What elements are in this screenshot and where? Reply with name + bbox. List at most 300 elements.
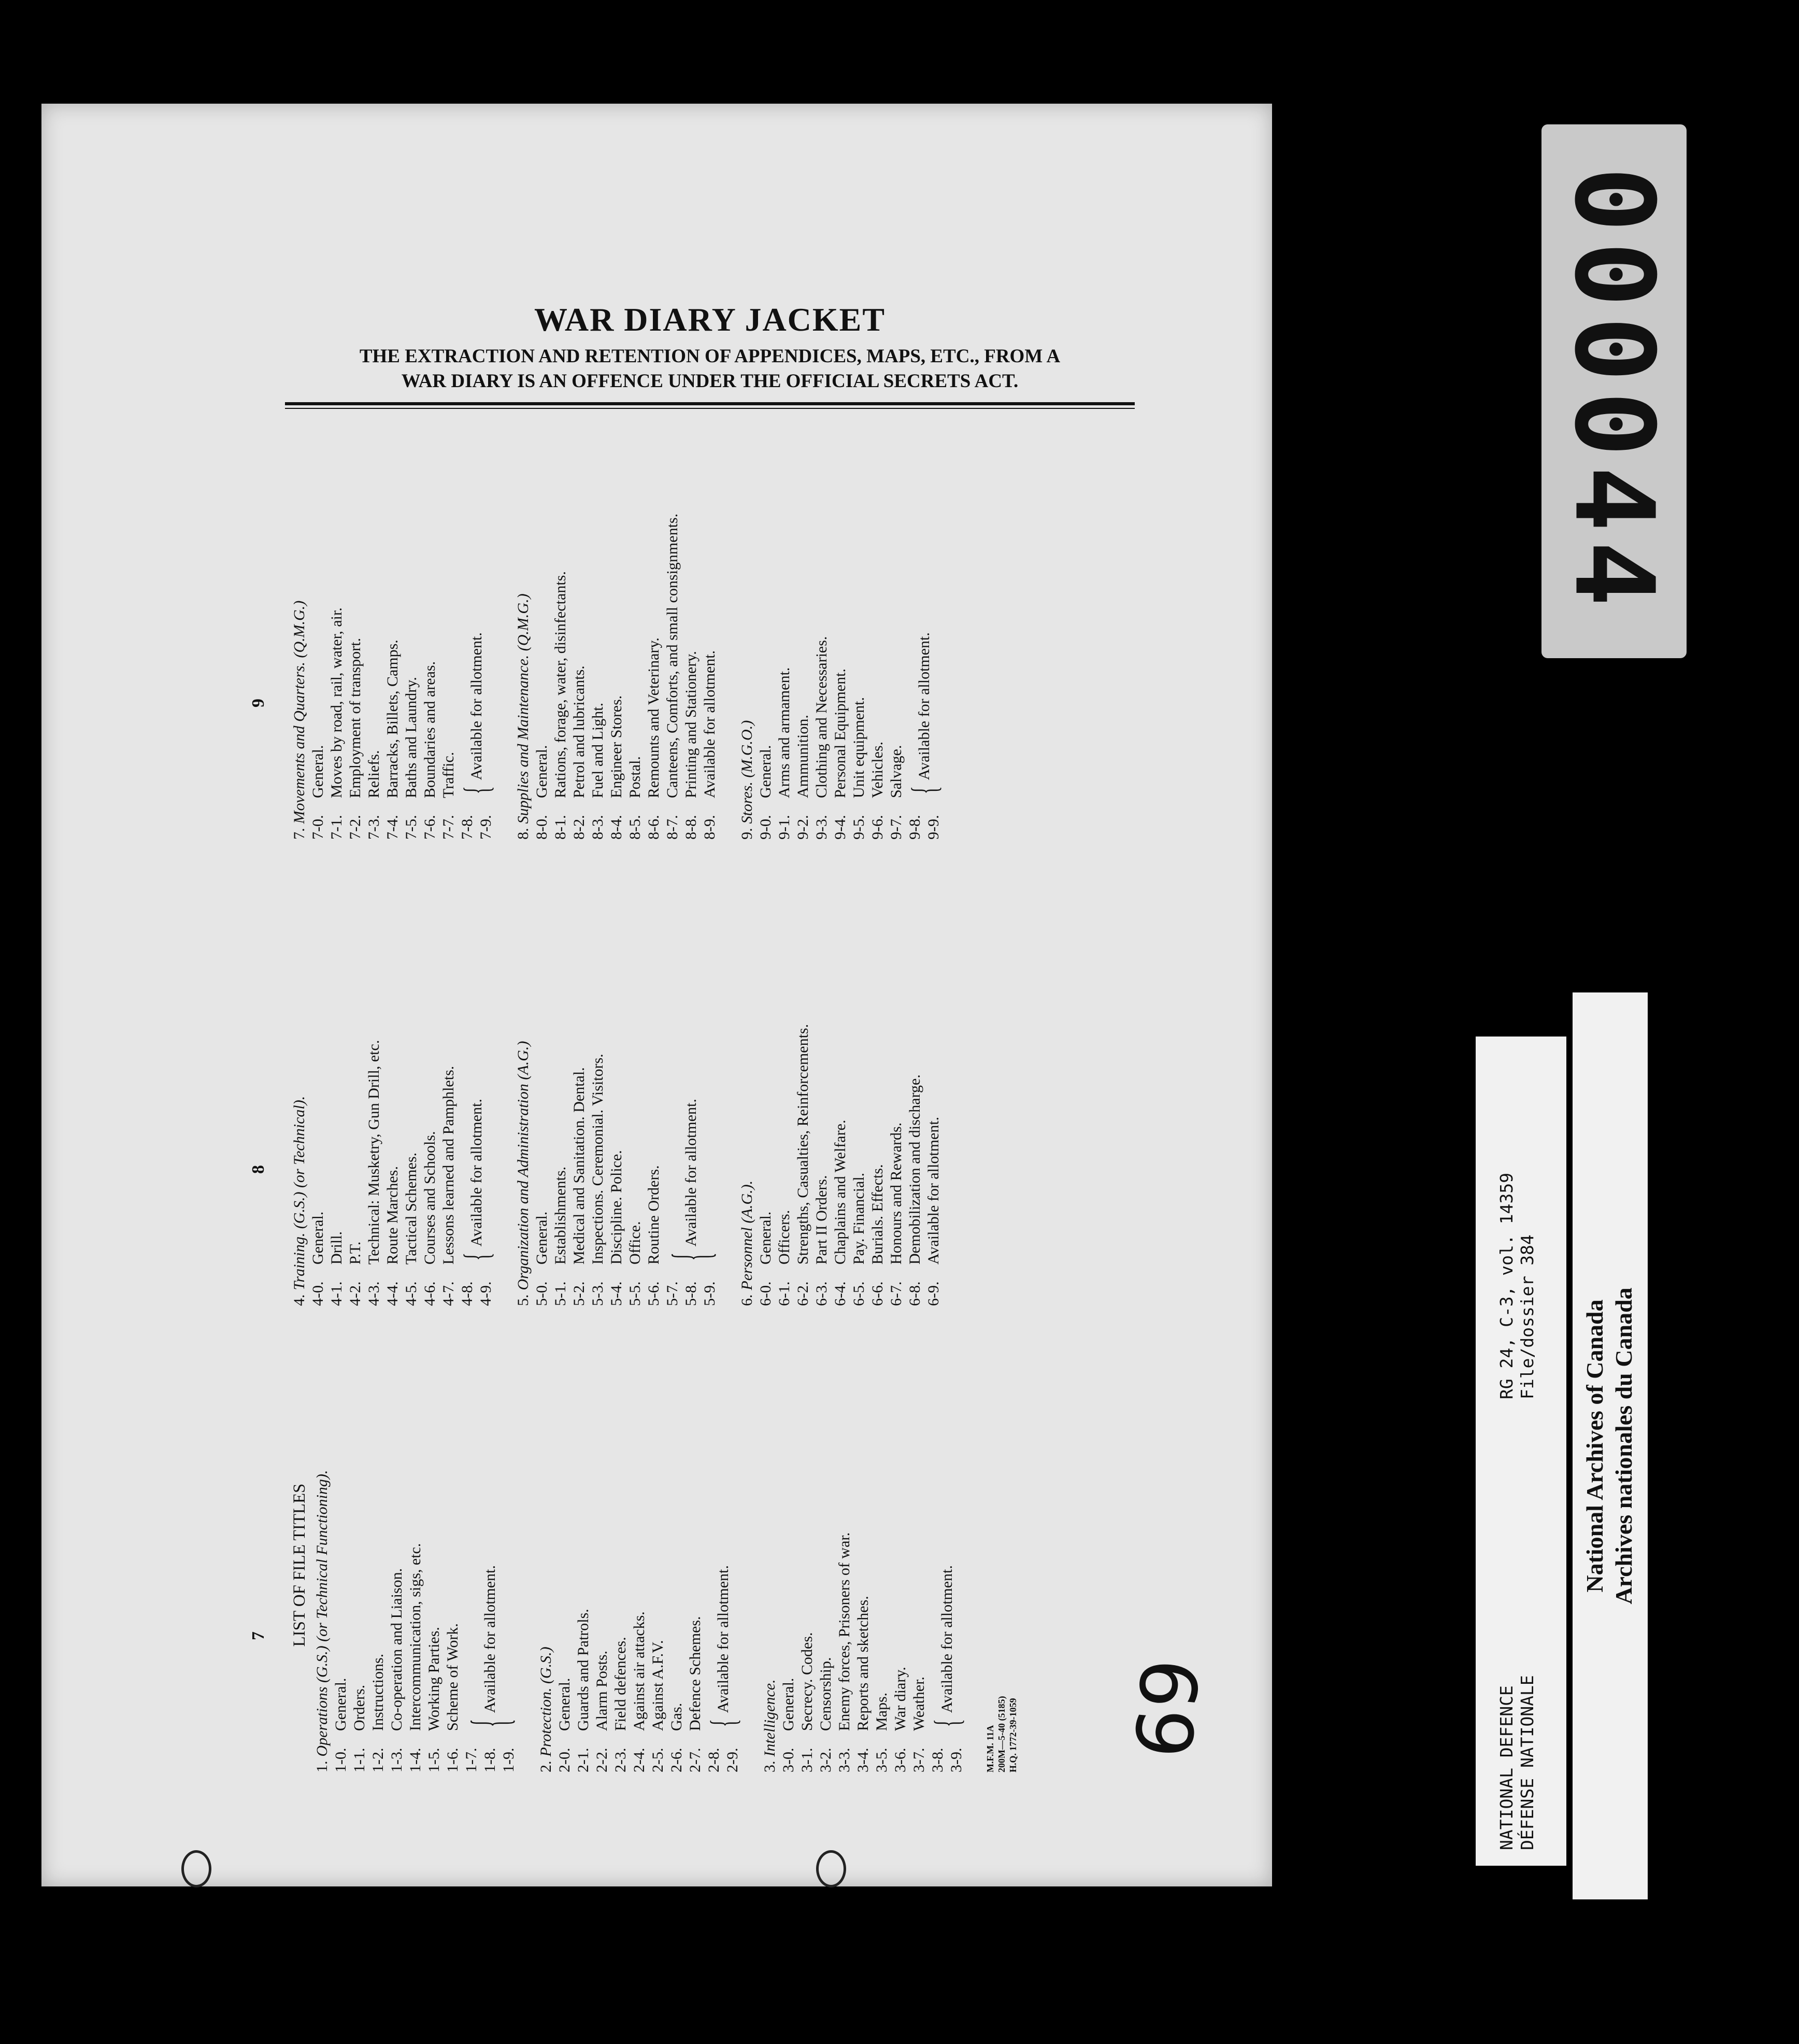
file-code: 2-4. [631,1748,648,1772]
section-title [738,891,756,1306]
file-code: 6-5. [850,1281,867,1306]
file-code: 6-4. [832,1281,849,1306]
file-label: Routine Orders. [645,1165,662,1265]
file-code: 2-0. [556,1748,573,1772]
file-title-item [835,1358,854,1772]
file-code: 7-7. [440,815,457,840]
file-label: General. [556,1678,573,1731]
file-title-item [346,891,365,1306]
file-code: 2-9. [724,1748,741,1772]
file-title-item [775,891,794,1306]
page-number-8: 8 [249,1165,268,1174]
frame-counter [1541,124,1687,658]
section-number: 8. [515,828,532,840]
file-label: Pay. Financial. [850,1172,867,1265]
file-label: Available for allotment. [925,1116,942,1265]
file-code: 1-8. [481,1748,498,1772]
file-label: Traffic. [440,751,457,798]
section-title [290,891,309,1306]
file-code: 8-1. [552,815,569,840]
file-title-item [756,425,775,840]
file-code: 5-9. [701,1281,718,1306]
file-code: 6-6. [869,1281,886,1306]
file-label: General. [533,745,550,798]
file-label: Clothing and Necessaries. [813,636,830,798]
header-rule-thin [285,408,1135,409]
file-title-item [350,1358,369,1772]
available-group [663,891,719,1306]
file-title-item [551,425,570,840]
national-defence-label [1476,1037,1566,1866]
file-code: 6-8. [906,1281,923,1306]
file-label: Honours and Rewards. [888,1122,905,1265]
file-code: 3-7. [910,1748,927,1772]
file-title-item [868,425,887,840]
file-title-item [383,425,402,840]
file-title-item [682,425,701,840]
file-code: 5-4. [608,1281,625,1306]
file-code: 6-0. [757,1281,774,1306]
file-label: Ammunition. [794,715,811,798]
file-label: Secrecy. Codes. [798,1632,816,1731]
warning-line-2: WAR DIARY IS AN OFFENCE UNDER THE OFFICIAL SECRETS ACT. [401,371,1019,392]
available-group [906,425,943,840]
file-title-item [779,1358,798,1772]
file-label: Vehicles. [869,741,886,798]
file-code: 3-5. [873,1748,890,1772]
punch-hole [816,1850,846,1887]
file-label: Establishments. [552,1166,569,1265]
file-label: Salvage. [888,745,905,798]
file-title-item [402,891,421,1306]
file-label: Against A.F.V. [649,1640,666,1731]
available-group [926,1358,967,1772]
file-code: 7-0. [309,815,326,840]
file-label: Orders. [351,1684,368,1731]
file-code: 9-9. [925,815,942,840]
file-code: 4-9. [477,1281,494,1306]
file-code: 2-2. [593,1748,610,1772]
section-number: 9. [738,828,755,840]
file-label: Canteens, Comforts, and small consignments. [664,513,681,798]
file-title-item [365,891,383,1306]
file-code: 3-6. [892,1748,909,1772]
file-code: 5-1. [552,1281,569,1306]
column-1 [290,1358,1019,1772]
file-label: Instructions. [369,1653,387,1731]
file-code: 4-1. [328,1281,345,1306]
file-label: Personal Equipment. [832,669,849,798]
file-title-item [645,425,663,840]
file-label: Employment of transport. [347,637,364,798]
file-title-item [887,425,906,840]
file-code: 7-6. [421,815,438,840]
section-number: 4. [291,1294,308,1306]
file-title-item [369,1358,388,1772]
file-code: 8-4. [608,815,625,840]
header-rule-thick [285,402,1135,405]
file-code: 7-2. [347,815,364,840]
file-label: Alarm Posts. [593,1650,610,1731]
file-code: 9-7. [888,815,905,840]
file-label: Fuel and Light. [589,702,606,798]
file-label: Tactical Schemes. [403,1152,420,1265]
file-title-item [444,1358,462,1772]
file-code: 6-1. [776,1281,793,1306]
page-header [285,301,1135,409]
file-title-item [327,891,346,1306]
file-code: 3-3. [836,1748,853,1772]
file-label: Boundaries and areas. [421,661,438,798]
file-title-item [854,1358,873,1772]
file-code: 3-0. [780,1748,797,1772]
available-group [705,1358,742,1772]
file-label: Officers. [776,1210,793,1265]
file-title-item [533,891,551,1306]
file-label: Chaplains and Welfare. [832,1119,849,1265]
available-label: Available for allotment. [938,1565,955,1713]
file-label: Reliefs. [365,750,382,798]
frame-counter-digits: 000044 [1550,166,1678,616]
file-label: P.T. [347,1241,364,1265]
file-title-item [667,1358,686,1772]
file-label: Enemy forces, Prisoners of war. [836,1532,853,1731]
file-title-item [421,891,439,1306]
file-title-item [756,891,775,1306]
file-code: 7-3. [365,815,382,840]
file-label: General. [757,745,774,798]
file-title-item [611,1358,630,1772]
file-code: 7-5. [403,815,420,840]
file-code: 4-2. [347,1281,364,1306]
file-label: Working Parties. [425,1627,442,1731]
file-title-item [645,891,663,1306]
page-title: WAR DIARY JACKET [534,301,886,338]
file-title-item [402,425,421,840]
brace-glyph: { [703,1719,744,1727]
file-code: 5-5. [626,1281,644,1306]
file-titles-list [249,513,1018,1772]
file-title-item [551,891,570,1306]
footnote-line: H.Q. 1772-39-1059 [1008,1698,1018,1772]
file-title-item [421,425,439,840]
section-number: 3. [761,1761,778,1772]
file-label: Postal. [626,756,644,798]
file-label: Route Marches. [384,1166,401,1265]
section-title-text: Personnel (A.G.). [738,1180,755,1290]
file-label: Inspections. Ceremonial. Visitors. [589,1054,606,1265]
brace-glyph: { [926,1719,967,1727]
file-code: 1-9. [500,1748,517,1772]
file-title-item [365,425,383,840]
file-title-item [589,891,607,1306]
file-code: 5-3. [589,1281,606,1306]
file-code: 8-2. [570,815,588,840]
footnote-line: M.F.M. 11A [985,1725,995,1772]
available-group [458,425,495,840]
file-code: 3-9. [948,1748,965,1772]
file-title-item [775,425,794,840]
file-title-item [910,1358,929,1772]
available-label: Available for allotment. [715,1565,732,1713]
file-title-item [383,891,402,1306]
available-group [462,1358,518,1772]
file-label: General. [309,1211,326,1265]
file-code: 2-6. [668,1748,685,1772]
national-archives-label [1573,992,1648,1899]
file-code: 1-6. [444,1748,461,1772]
file-title-item [327,425,346,840]
section [514,891,719,1306]
file-code: 3-8. [929,1748,946,1772]
file-code: 5-8. [682,1281,699,1306]
section-title-text: Operations (G.S.) (or Technical Functioning). [313,1470,331,1757]
archive-reference-line-1: RG 24, C-3, vol. 14359 [1496,1172,1517,1399]
na-label-line-1: National Archives of Canada [1581,1299,1608,1593]
brace-glyph: { [456,786,497,794]
file-code: 6-3. [813,1281,830,1306]
file-label: Burials. Effects. [869,1164,886,1265]
page-number-7: 7 [249,1631,268,1640]
brace-glyph: { [456,1252,497,1261]
file-code: 8-7. [664,815,681,840]
file-code: 8-8. [682,815,699,840]
file-code: 9-2. [794,815,811,840]
file-code: 2-8. [705,1748,722,1772]
file-code: 4-5. [403,1281,420,1306]
file-title-item [794,891,812,1306]
file-title-item [812,425,831,840]
file-title-item [887,891,906,1306]
file-title-item [626,425,645,840]
file-label: Field defences. [612,1637,629,1731]
file-label: General. [780,1678,797,1731]
file-title-item [570,891,589,1306]
file-code: 8-5. [626,815,644,840]
file-label: Gas. [668,1702,685,1731]
nd-label-line-2: DÉFENSE NATIONALE [1517,1675,1537,1850]
file-label: Maps. [873,1692,890,1731]
file-code: 1-5. [425,1748,442,1772]
file-label: Reports and sketches. [854,1596,872,1731]
file-label: Part II Orders. [813,1175,830,1265]
available-label: Available for allotment. [682,1099,699,1247]
file-code: 2-5. [649,1748,666,1772]
section-title [537,1358,555,1772]
section-title-text: Intelligence. [761,1679,778,1757]
file-code: 6-9. [925,1281,942,1306]
section-title-text: Supplies and Maintenance. (Q.M.G.) [515,593,532,824]
file-title-item [906,891,924,1306]
file-title-item [831,891,850,1306]
file-label: Unit equipment. [850,697,867,798]
file-label: Co-operation and Liaison. [388,1568,405,1731]
file-label: Technical: Musketry, Gun Drill, etc. [365,1040,382,1265]
file-title-item [589,425,607,840]
file-code: 5-7. [664,1281,681,1306]
file-label: General. [757,1211,774,1265]
file-title-item [626,891,645,1306]
file-code: 8-3. [589,815,606,840]
file-label: General. [332,1678,349,1731]
file-title-item [388,1358,406,1772]
section [290,891,495,1306]
file-label: Guards and Patrols. [575,1609,592,1731]
file-code: 5-6. [645,1281,662,1306]
file-title-item [850,891,868,1306]
available-label: Available for allotment. [481,1565,498,1713]
nd-label-line-1: NATIONAL DEFENCE [1496,1685,1517,1850]
section-number: 7. [291,828,308,840]
file-code: 7-9. [477,815,494,840]
file-title-item [555,1358,574,1772]
file-label: Remounts and Veterinary. [645,637,662,798]
file-label: Weather. [910,1676,927,1731]
file-code: 6-7. [888,1281,905,1306]
file-label: General. [309,745,326,798]
file-code: 9-0. [757,815,774,840]
file-label: War diary. [892,1667,909,1731]
file-code: 1-1. [351,1748,368,1772]
file-label: Courses and Schools. [421,1131,438,1265]
file-code: 1-2. [369,1748,387,1772]
section-title-text: Stores. (M.G.O.) [738,720,755,824]
file-label: Defence Schemes. [687,1616,704,1731]
file-code: 7-1. [328,815,345,840]
file-code: 1-7. [463,1748,480,1772]
file-label: Medical and Sanitation. Dental. [570,1067,588,1265]
file-code: 9-6. [869,815,886,840]
file-label: Moves by road, rail, water, air. [328,607,345,798]
file-title-item [649,1358,667,1772]
column-3 [290,425,962,840]
file-title-item [873,1358,891,1772]
file-code: 9-3. [813,815,830,840]
file-code: 6-2. [794,1281,811,1306]
section-title-text: Movements and Quarters. (Q.M.G.) [291,600,308,824]
file-code: 4-8. [459,1281,476,1306]
file-code: 3-2. [817,1748,834,1772]
na-label-line-2: Archives nationales du Canada [1610,1287,1637,1605]
file-label: Baths and Laundry. [403,677,420,798]
section [290,425,495,840]
file-code: 9-1. [776,815,793,840]
section-number: 5. [515,1294,532,1306]
file-code: 5-0. [533,1281,550,1306]
file-code: 1-0. [332,1748,349,1772]
file-code: 2-1. [575,1748,592,1772]
section-title-text: Organization and Administration (A.G.) [515,1041,532,1290]
file-code: 1-4. [407,1748,424,1772]
section-number: 2. [537,1761,554,1772]
section-number: 6. [738,1294,755,1306]
file-title-item [574,1358,593,1772]
file-label: Printing and Stationery. [682,651,699,798]
file-label: Office. [626,1221,644,1265]
file-title-item [406,1358,425,1772]
file-title-item [701,425,719,840]
warning-line-1: THE EXTRACTION AND RETENTION OF APPENDICES, MAPS, ETC., FROM A [359,346,1061,367]
file-code: 4-3. [365,1281,382,1306]
file-title-item [570,425,589,840]
footnote-line: 200M—5-40 (5185) [996,1696,1007,1772]
page-number-9: 9 [249,699,268,707]
file-code: 4-6. [421,1281,438,1306]
file-code: 3-4. [854,1748,872,1772]
section [761,1358,966,1772]
file-code: 5-2. [570,1281,588,1306]
column-2 [290,891,962,1306]
available-label: Available for allotment. [468,1099,485,1247]
file-label: Rations, forage, water, disinfectants. [552,571,569,798]
section-title [290,425,309,840]
file-label: Lessons learned and Pamphlets. [440,1066,457,1265]
available-group [458,891,495,1306]
file-title-item [425,1358,444,1772]
file-label: Barracks, Billets, Camps. [384,640,401,798]
file-label: Demobilization and discharge. [906,1074,923,1265]
file-title-item [607,425,626,840]
section-title-text: Protection. (G.S.) [537,1646,554,1757]
file-title-item [686,1358,705,1772]
file-title-item [630,1358,649,1772]
section-title [514,891,533,1306]
file-label: Intercommunication, sigs, etc. [407,1543,424,1731]
file-code: 9-4. [832,815,849,840]
section-title [761,1358,779,1772]
file-title-item [533,425,551,840]
file-code: 4-7. [440,1281,457,1306]
brace-glyph: { [460,1719,519,1727]
file-title-item [891,1358,910,1772]
file-title-item [663,425,682,840]
archive-reference-line-2: File/dossier 384 [1517,1234,1537,1399]
file-code: 7-8. [459,815,476,840]
file-code: 2-3. [612,1748,629,1772]
file-title-item [798,1358,817,1772]
file-label: Drill. [328,1231,345,1265]
punch-hole [181,1850,211,1887]
file-title-item [812,891,831,1306]
file-label: Against air attacks. [631,1611,648,1731]
list-title: LIST OF FILE TITLES [290,1483,309,1647]
section-title [738,425,756,840]
file-title-item [794,425,812,840]
file-label: Scheme of Work. [444,1623,461,1731]
file-code: 9-5. [850,815,867,840]
file-code: 8-6. [645,815,662,840]
file-title-item [346,425,365,840]
file-label: Discipline. Police. [608,1150,625,1265]
file-code: 9-8. [906,815,923,840]
file-label: Petrol and lubricants. [570,665,588,798]
section [738,425,943,840]
section-title [313,1358,332,1772]
file-title-item [868,891,887,1306]
file-title-item [924,891,943,1306]
file-title-item [831,425,850,840]
section [313,1358,518,1772]
section [514,425,719,840]
file-label: Available for allotment. [701,650,718,798]
section-title [514,425,533,840]
file-code: 7-4. [384,815,401,840]
file-label: Censorship. [817,1657,834,1731]
brace-glyph: { [904,786,945,794]
section [537,1358,742,1772]
file-code: 4-0. [309,1281,326,1306]
file-title-item [607,891,626,1306]
